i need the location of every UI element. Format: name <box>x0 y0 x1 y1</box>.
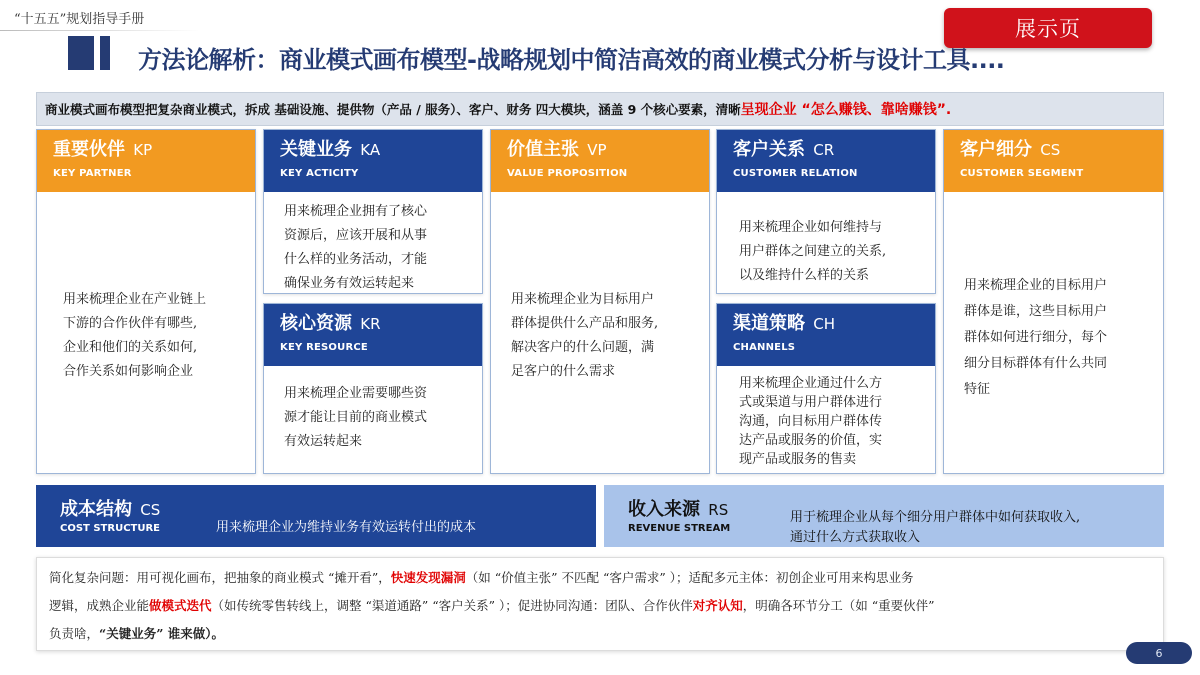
card-code: CH <box>813 315 836 333</box>
desc-line: 群体如何进行细分，每个 <box>964 330 1108 345</box>
summary-text: ，明确各环节分工（如 “重要伙伴” <box>742 598 935 613</box>
card-customer-segment <box>943 129 1164 474</box>
desc-line: 群体是谁，这些目标用户 <box>964 304 1108 319</box>
desc-line: 式或渠道与用户群体进行 <box>739 395 883 410</box>
card-code: KR <box>360 315 381 333</box>
card-subtitle: KEY RESOURCE <box>280 342 368 353</box>
summary-line <box>49 564 1151 592</box>
card-description <box>511 288 658 384</box>
bar-code: CS <box>140 501 161 519</box>
card-description <box>964 273 1107 403</box>
card-description <box>284 200 427 296</box>
desc-line: 用来梳理企业的目标用户 <box>964 278 1108 293</box>
summary-text: （如 “价值主张” 不匹配 “客户需求” ）；适配多元主体：初创企业可用来构思业务 <box>465 570 914 585</box>
bar-title: 收入来源 <box>628 499 700 520</box>
desc-line: 解决客户的什么问题，满 <box>511 340 655 355</box>
summary-highlight: 快速发现漏洞 <box>390 570 466 585</box>
desc-line: 合作关系如何影响企业 <box>63 364 194 379</box>
card-subtitle: KEY ACTICITY <box>280 168 359 179</box>
desc-line: 特征 <box>964 382 991 397</box>
summary-line <box>49 620 1151 648</box>
card-value-proposition <box>490 129 710 474</box>
bar-title: 成本结构 <box>60 499 132 520</box>
card-subtitle: CUSTOMER SEGMENT <box>960 168 1084 179</box>
intro-text: 商业模式画布模型把复杂商业模式，拆成 基础设施、提供物（产品 / 服务）、客户、财务 四大模块，涵盖 9 个核心要素，清晰 <box>45 102 741 117</box>
summary-box <box>36 557 1164 651</box>
card-key-resource <box>263 303 483 474</box>
card-subtitle: KEY PARTNER <box>53 168 132 179</box>
card-header <box>264 130 482 192</box>
card-title: 重要伙伴 <box>53 139 125 160</box>
summary-text: （如传统零售转线上，调整 “渠道通路” “客户关系” ）；促进协同沟通：团队、合作伙伴 <box>211 598 693 613</box>
desc-line: 用来梳理企业需要哪些资 <box>284 386 428 401</box>
card-title: 客户细分 <box>960 139 1032 160</box>
bar-subtitle: REVENUE STREAM <box>628 523 731 534</box>
card-description <box>63 288 206 384</box>
cost-structure-bar <box>36 485 596 547</box>
card-title: 关键业务 <box>280 139 352 160</box>
header-divider <box>0 30 200 31</box>
desc-line: 有效运转起来 <box>284 434 363 449</box>
desc-line: 用于梳理企业从每个细分用户群体中如何获取收入, <box>790 510 1081 525</box>
desc-line: 足客户的什么需求 <box>511 364 616 379</box>
card-key-partner <box>36 129 256 474</box>
card-code: CS <box>1040 141 1061 159</box>
card-title: 渠道策略 <box>733 313 805 334</box>
card-description <box>739 374 882 469</box>
desc-line: 达产品或服务的价值，实 <box>739 433 883 448</box>
desc-line: 什么样的业务活动，才能 <box>284 252 428 267</box>
card-subtitle: VALUE PROPOSITION <box>507 168 628 179</box>
desc-line: 资源后，应该开展和从事 <box>284 228 428 243</box>
card-header <box>37 130 255 192</box>
summary-text: 负责啥， <box>49 626 100 641</box>
bar-code: RS <box>708 501 729 519</box>
card-header <box>944 130 1163 192</box>
desc-line: 沟通，向目标用户群体传 <box>739 414 883 429</box>
page-title: 方法论解析：商业模式画布模型-战略规划中简洁高效的商业模式分析与设计工具.... <box>138 46 1005 74</box>
bar-description: 用来梳理企业为维持业务有效运转付出的成本 <box>216 520 477 535</box>
card-description <box>739 216 886 288</box>
card-title: 核心资源 <box>280 313 352 334</box>
desc-line: 下游的合作伙伴有哪些, <box>63 316 198 331</box>
card-description <box>284 382 427 454</box>
desc-line: 细分目标群体有什么共同 <box>964 356 1108 371</box>
show-page-button[interactable]: 展示页 <box>944 8 1152 48</box>
card-header <box>491 130 709 192</box>
desc-line: 用来梳理企业如何维持与 <box>739 220 883 235</box>
summary-line <box>49 592 1151 620</box>
desc-line: 源才能让目前的商业模式 <box>284 410 428 425</box>
card-customer-relation <box>716 129 936 294</box>
summary-text: 逻辑，成熟企业能 <box>49 598 150 613</box>
desc-line: 确保业务有效运转起来 <box>284 276 415 291</box>
desc-line: 以及维持什么样的关系 <box>739 268 870 283</box>
page-number-badge: 6 <box>1126 642 1192 664</box>
card-channels <box>716 303 936 474</box>
card-header <box>717 304 935 366</box>
desc-line: 用来梳理企业拥有了核心 <box>284 204 428 219</box>
card-title: 价值主张 <box>507 139 579 160</box>
desc-line: 用来梳理企业在产业链上 <box>63 292 207 307</box>
desc-line: 用来梳理企业为目标用户 <box>511 292 655 307</box>
card-key-activity <box>263 129 483 294</box>
bar-description <box>790 508 1080 548</box>
bar-subtitle: COST STRUCTURE <box>60 523 160 534</box>
manual-label: “十五五”规划指导手册 <box>14 12 145 27</box>
card-header <box>717 130 935 192</box>
summary-highlight: 对齐认知 <box>692 598 743 613</box>
card-code: KA <box>360 141 381 159</box>
card-subtitle: CHANNELS <box>733 342 796 353</box>
card-header <box>264 304 482 366</box>
summary-text: “关键业务” 谁来做）。 <box>99 626 224 641</box>
card-subtitle: CUSTOMER RELATION <box>733 168 858 179</box>
revenue-stream-bar <box>604 485 1164 547</box>
desc-line: 通过什么方式获取收入 <box>790 530 921 545</box>
desc-line: 用来梳理企业通过什么方 <box>739 376 883 391</box>
desc-line: 现产品或服务的售卖 <box>739 452 857 467</box>
summary-text: 简化复杂问题：用可视化画布，把抽象的商业模式 “摊开看”， <box>49 570 391 585</box>
desc-line: 企业和他们的关系如何, <box>63 340 198 355</box>
card-code: CR <box>813 141 835 159</box>
desc-line: 用户群体之间建立的关系, <box>739 244 887 259</box>
summary-highlight: 做模式迭代 <box>149 598 212 613</box>
intro-banner <box>36 92 1164 126</box>
intro-highlight: 呈现企业 “怎么赚钱、靠啥赚钱”. <box>740 102 952 118</box>
card-code: KP <box>133 141 153 159</box>
desc-line: 群体提供什么产品和服务, <box>511 316 659 331</box>
card-code: VP <box>587 141 607 159</box>
card-title: 客户关系 <box>733 139 805 160</box>
